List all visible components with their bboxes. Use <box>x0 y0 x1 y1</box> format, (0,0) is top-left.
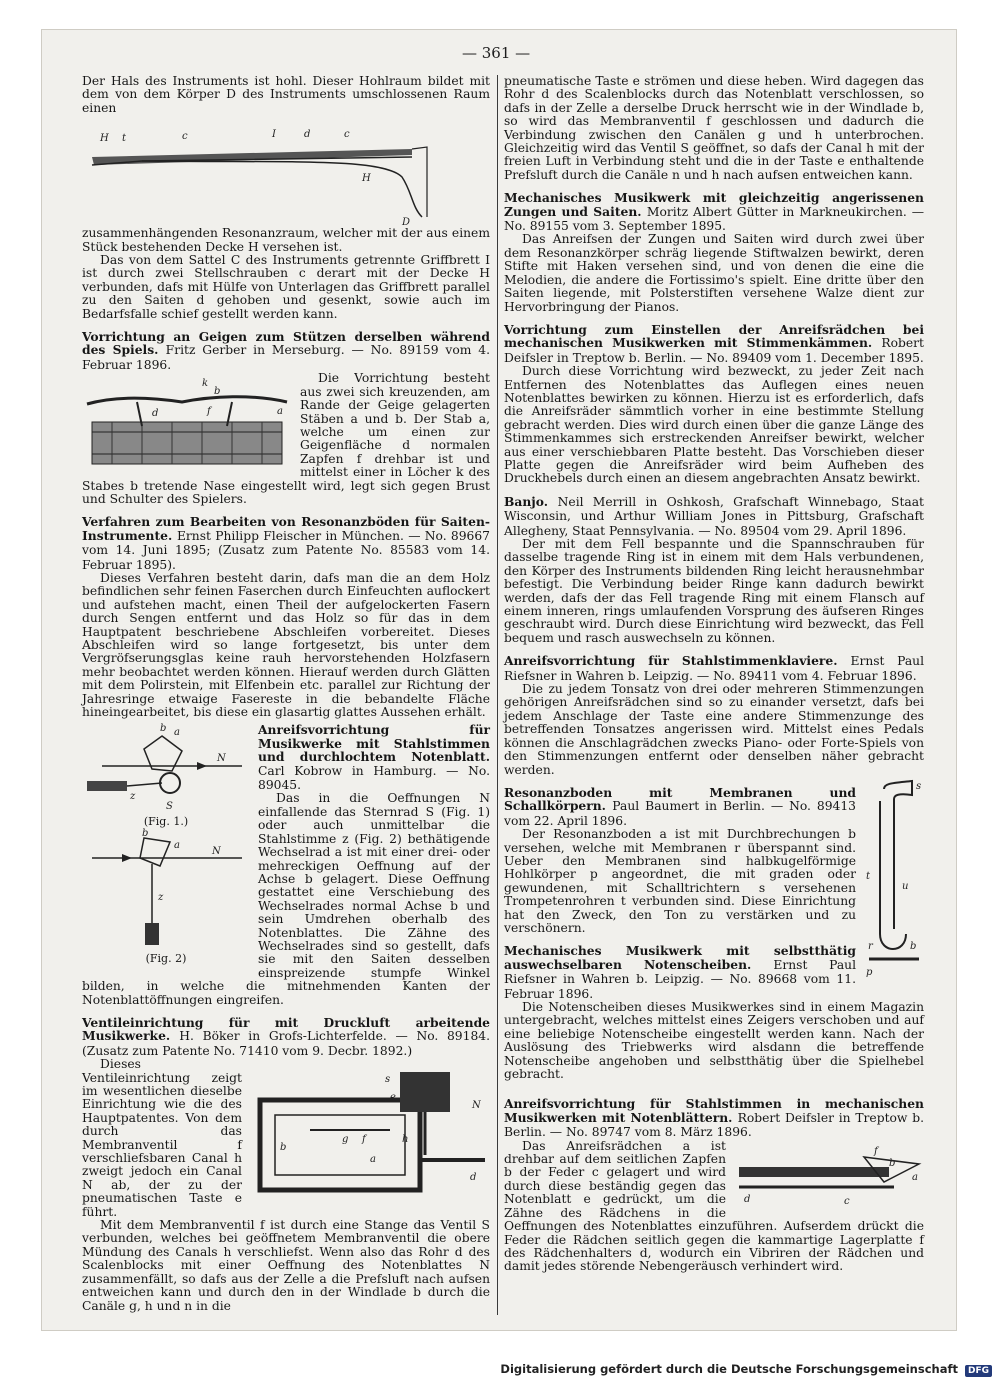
section-title: Resonanzboden mit Membranen und Schallkörpern. Paul Baumert in Berlin. — No. 89413 vom 22. April 1896. <box>504 784 857 828</box>
intro-paragraph: Der Hals des Instruments ist hohl. Dieser Hohlraum bildet mit dem von dem Körper D des Instruments umschlossenen Raum einen <box>82 74 490 115</box>
fig1-label: D <box>402 217 411 229</box>
fig5-label: g <box>342 1134 349 1146</box>
paragraph: Dieses Verfahren besteht darin, dafs man die an dem Holz befindlichen sehr feinen Faserchen durch Einfeuchten auflockert und aufstehen macht, einen Theil der aufgelockerten Fasern durch Sengen entfernt und das Holz so für das in dem Hauptpatent beschriebene Abschleifen vorbereitet. Dieses Abschleifen wird so lange fortgesetzt, bis unter dem Vergröfserungsglas keine rauh hervorstehenden Holzfasern mehr beobachtet werden können. Hierauf werden durch Glätten mit dem Polirstein, mit Elfenbein etc. parallel zur Richtung der Jahresringe etwaige Fasereste in die bebandelte Fläche hineingearbeitet, bis diese ein glasartig glattes Aussehen erhält. <box>82 570 490 720</box>
fig5-label: s <box>385 1074 391 1086</box>
fig5-label: N <box>472 1100 481 1112</box>
figure-caption: (Fig. 2) <box>145 951 187 965</box>
section-title: Anreifsvorrichtung für Musikwerke mit Stahlstimmen und durchlochtem Notenblatt. Carl Kobrow in Hamburg. — No. 89045. <box>258 722 490 793</box>
fig1-label: I <box>272 129 276 141</box>
section-title: Mechanisches Musikwerk mit gleichzeitig angerissenen Zungen und Saiten. Moritz Albert Gütter in Markneukirchen. — No. 89155 vom 3. September 1895. <box>504 190 925 234</box>
fig4-label: z <box>158 892 164 904</box>
paragraph: zusammenhängenden Resonanzraum, welcher mit der aus einem Stück bestehenden Decke H versehen ist. <box>82 226 490 254</box>
section-title: Vorrichtung an Geigen zum Stützen derselben während des Spiels. Fritz Gerber in Merseburg. — No. 89159 vom 4. Februar 1896. <box>82 329 490 372</box>
fig2-label: k <box>202 378 209 390</box>
footer-credit <box>500 1362 992 1377</box>
fig7-label: d <box>744 1193 751 1205</box>
fig1-label: c <box>182 131 188 143</box>
paragraph: Durch diese Vorrichtung wird bezweckt, zu jeder Zeit nach Entfernen des Notenblattes das Auflegen eines neuen Notenblattes bewirken zu können. Hierzu ist es erforderlich, dafs die Anreifsräder sämmtlich vorher in eine bestimmte Stellung gebracht werden. Dies wird durch einen über die ganze Länge des Stimmenkammes sich erstreckenden Anreifser bewirkt, welcher aus einer verschiebbaren Platte besteht. Das Vorschieben dieser Platte gegen die Anreifsräder wird beim Aufheben des Druckhebels durch einen an diesem angebrachten Ansatz bewirkt. <box>504 364 924 486</box>
paragraph: Der Resonanzboden a ist mit Durchbrechungen b versehen, welche mit Membranen r überspannt sind. Ueber den Membranen sind halbkugelförmige Hohlkörper p angeordnet, die mit graden oder gewundenen, mit Schalltrichtern s versehenen Trompetenrohren t verbunden sind. Diese Einrichtung hat den Zweck, den Ton zu verstärken und zu verschönern. <box>504 827 856 935</box>
fig3-label: S <box>166 801 173 813</box>
fig5-label: a <box>370 1154 376 1166</box>
paragraph: pneumatische Taste e strömen und diese heben. Wird dagegen das Rohr d des Scalenblocks durch das Notenblatt verschlossen, so dafs in der Zelle a derselbe Druck herrscht wie in der Windlade b, so wird das Membranventil f geschlossen und dadurch die Verbindung zwischen den Canälen g und h unterbrochen. Gleichzeitig wird das Ventil S geöffnet, so dafs der Canal h mit der freien Luft in Verbindung steht und die in der Taste e enthaltende Prefsluft durch die Canäle n und h nach aufsen entweichen kann. <box>504 74 924 182</box>
fig3-label: b <box>160 723 167 735</box>
paragraph: Die Vorrichtung besteht aus zwei sich kreuzenden, am Rande der Geige gelagerten Stäben a und b. Der Stab a, welche um einen zur Geigenfläche d normalen Zapfen f drehbar ist und mittelst einer in Löcher k des Stabes b tretende Nase eingestellt wird, legt sich gegen Brust und Schulter des Spielers. <box>82 371 490 506</box>
paragraph: Das Anreifsrädchen a ist drehbar auf dem seitlichen Zapfen b der Feder c gelagert und wird durch diese beständig gegen das Notenblatt e gedrückt, um die Zähne des Rädchens in die Oeffnungen des Notenblattes einzuführen. Aufserdem drückt die Feder die Rädchen seitlich gegen die kammartige Lagerplatte f des Rädchenhalters d, wodurch ein Vibriren der Rädchen und damit jedes störende Nebengeräusch verhindert wird. <box>504 1138 924 1274</box>
fig4-label: a <box>174 840 180 852</box>
fig2-label: b <box>214 386 221 398</box>
fig5-label: d <box>470 1172 477 1184</box>
fig3-label: z <box>130 791 136 803</box>
fig6-label: p <box>866 966 873 978</box>
right-column <box>504 75 924 1274</box>
figure-star-wheel-1 <box>82 721 247 811</box>
fig1-label: c <box>344 129 350 141</box>
figure-caption: (Fig. 1.) <box>143 814 189 828</box>
section-title: Ventileinrichtung für mit Druckluft arbeitende Musikwerke. H. Böker in Grofs-Lichterfelde. — No. 89184. (Zusatz zum Patente No. 71410 vom 9. Decbr. 1892.) <box>82 1014 491 1058</box>
fig5-label: h <box>402 1134 409 1146</box>
paragraph: Dieses Ventileinrichtung zeigt im wesentlichen dieselbe Einrichtung wie die des Hauptpatentes. Von dem durch das Membranventil f verschliefsbaren Canal h zweigt jedoch ein Canal N ab, der zu der pneumatischen Taste e führt. <box>82 1057 242 1219</box>
paragraph: Das in die Oeffnungen N einfallende das Sternrad S (Fig. 1) oder auch unmittelbar die Stahlstimme z (Fig. 2) bethätigende Wechselrad a ist mit einer drei- oder mehreckigen Oeffnung auf der Achse b gelagert. Diese Oeffnung gestattet eine Verschiebung des Wechselrades normal Achse b und sein Umdrehen oberhalb des Notenblattes. Die Zähne des Wechselrades sind so gestellt, dafs sie mit den Saiten desselben einspreizende stumpfe Winkel bilden, in welche die mitnehmenden Kanten der Notenblattöffnungen eingreifen. <box>82 791 490 1007</box>
paragraph: Das von dem Sattel C des Instruments getrennte Griffbrett I ist durch zwei Stellschrauben c derart mit der Decke H verbunden, dafs mit Hülfe von Unterlagen das Griffbrett parallel zu den Saiten d gehoben und gesenkt, sowie auch im Bedarfsfalle schief gestellt werden kann. <box>82 253 490 321</box>
fig2-label: f <box>207 406 211 418</box>
page-number: — 361 — <box>462 44 531 62</box>
fig5-label: b <box>280 1142 287 1154</box>
figure-violin-rest <box>82 374 292 474</box>
dfg-logo: DFG <box>965 1365 992 1377</box>
paragraph: Der mit dem Fell bespannte und die Spannschrauben für dasselbe tragende Ring ist in einem mit dem Hals verbundenen, den Körper des Instruments bildenden Ring leicht herausnehmbar befestigt. Die Verbindung beider Ringe kann dadurch bewirkt werden, dafs der das Fell tragende Ring mit einem Flansch auf einem inneren, rings umlaufenden Vorsprung des äufseren Ringes geschraubt wird. Durch diese Einrichtung wird bezweckt, das Fell bequem und rasch auswechseln zu können. <box>504 537 924 645</box>
figure-pluck-wheel <box>734 1142 924 1212</box>
figure-valve <box>250 1060 490 1200</box>
figure-guitar-neck <box>82 117 462 229</box>
scanned-page <box>42 30 956 1330</box>
fig1-label: t <box>122 133 127 145</box>
section-title: Anreifsvorrichtung für Stahlstimmen in mechanischen Musikwerken mit Notenblättern. Robert Deifsler in Treptow b. Berlin. — No. 89747 vom 8. März 1896. <box>504 1096 924 1140</box>
fig7-label: a <box>912 1171 918 1183</box>
fig3-label: a <box>174 727 180 739</box>
fig4-label: b <box>142 828 149 840</box>
fig1-label: H <box>362 173 371 185</box>
paragraph: Die Notenscheiben dieses Musikwerkes sind in einem Magazin untergebracht, welches mittelst eines Zeigers verschoben und auf eine beliebige Notenscheibe eingestellt werden kann. Nach der Auslösung des Triebwerks wird alsdann die betreffende Notenscheibe angehoben und selbstthätig über die Spielhebel gebracht. <box>504 1000 924 1082</box>
fig6-label: r <box>868 940 873 952</box>
footer-text: Digitalisierung gefördert durch die Deutsche Forschungsgemeinschaft <box>500 1362 958 1376</box>
fig5-label: f <box>362 1134 366 1146</box>
fig2-label: a <box>277 406 283 418</box>
paragraph: Die zu jedem Tonsatz von drei oder mehreren Stimmenzungen gehörigen Anreifsrädchen sind so zu einander versetzt, dafs bei jedem Anschlage der Taste eine andere Stimmenzunge des betreffenden Tonsatzes angerissen wird. Mittelst eines Pedals können die Anschlagrädchen zwecks Piano- oder Forte-Spiels von den Stimmenzungen entfernt oder denselben näher gebracht werden. <box>504 682 924 777</box>
paragraph: Das Anreifsen der Zungen und Saiten wird durch zwei über dem Resonanzkörper schräg liegende Stiftwalzen bewirkt, deren Stifte mit Haken versehen sind, und von denen die eine die Melodien, die andere die Fortissimo's spielt. Eine dritte über den Saiten liegende, mit Polsterstiften versehene Walze dient zur Hervorbringung der Pianos. <box>504 232 924 314</box>
fig6-label: s <box>916 780 922 792</box>
fig7-label: c <box>844 1195 850 1207</box>
fig6-label: b <box>910 940 917 952</box>
left-column <box>82 75 490 1313</box>
fig6-label: t <box>866 870 871 882</box>
fig4-label: N <box>212 846 221 858</box>
fig7-label: b <box>889 1157 896 1169</box>
fig5-label: e <box>390 1092 396 1104</box>
section-title: Anreifsvorrichtung für Stahlstimmenklaviere. Ernst Paul Riefsner in Wahren b. Leipzig. — No. 89411 vom 4. Februar 1896. <box>504 653 925 683</box>
section-title: Vorrichtung zum Einstellen der Anreifsrädchen bei mechanischen Musikwerken mit Stimmenkämmen. Robert Deifsler in Treptow b. Berlin. — No. 89409 vom 1. December 1895. <box>504 321 924 365</box>
section-title: Banjo. Neil Merrill in Oshkosh, Grafschaft Winnebago, Staat Wisconsin, und Arthur William Jones in Pittsburg, Grafschaft Allegheny, Staat Pennsylvania. — No. 89504 vom 29. April 1896. <box>504 493 924 538</box>
figure-trumpet-tube <box>864 779 924 984</box>
column-rule <box>497 75 498 1315</box>
fig7-label: f <box>874 1145 878 1157</box>
fig2-label: d <box>152 408 159 420</box>
figure-group-star-wheel <box>82 721 250 965</box>
figure-star-wheel-2 <box>82 828 247 948</box>
fig3-label: N <box>217 753 226 765</box>
section-title: Verfahren zum Bearbeiten von Resonanzböden für Saiten-Instrumente. Ernst Philipp Fleischer in München. — No. 89667 vom 14. Juni 1895; (Zusatz zum Patente No. 85583 vom 14. Februar 1895). <box>82 514 491 572</box>
fig1-label: H <box>100 133 109 145</box>
fig1-label: d <box>304 129 311 141</box>
section-title: Mechanisches Musikwerk mit selbstthätig auswechselbaren Notenscheiben. Ernst Paul Riefsner in Wahren b. Leipzig. — No. 89668 vom 11. Februar 1896. <box>504 943 857 1001</box>
paragraph: Mit dem Membranventil f ist durch eine Stange das Ventil S verbunden, welches bei geöffnetem Membranventil die obere Mündung des Canals h verschliefst. Wenn also das Rohr d des Scalenblocks mit einer Oeffnung des Notenblattes N zusammenfällt, so dafs aus der Zelle a die Prefsluft nach aufsen entweichen kann und durch den in der Windlade b durch die Canäle g, h und n in die <box>82 1218 490 1313</box>
fig6-label: u <box>902 880 909 892</box>
